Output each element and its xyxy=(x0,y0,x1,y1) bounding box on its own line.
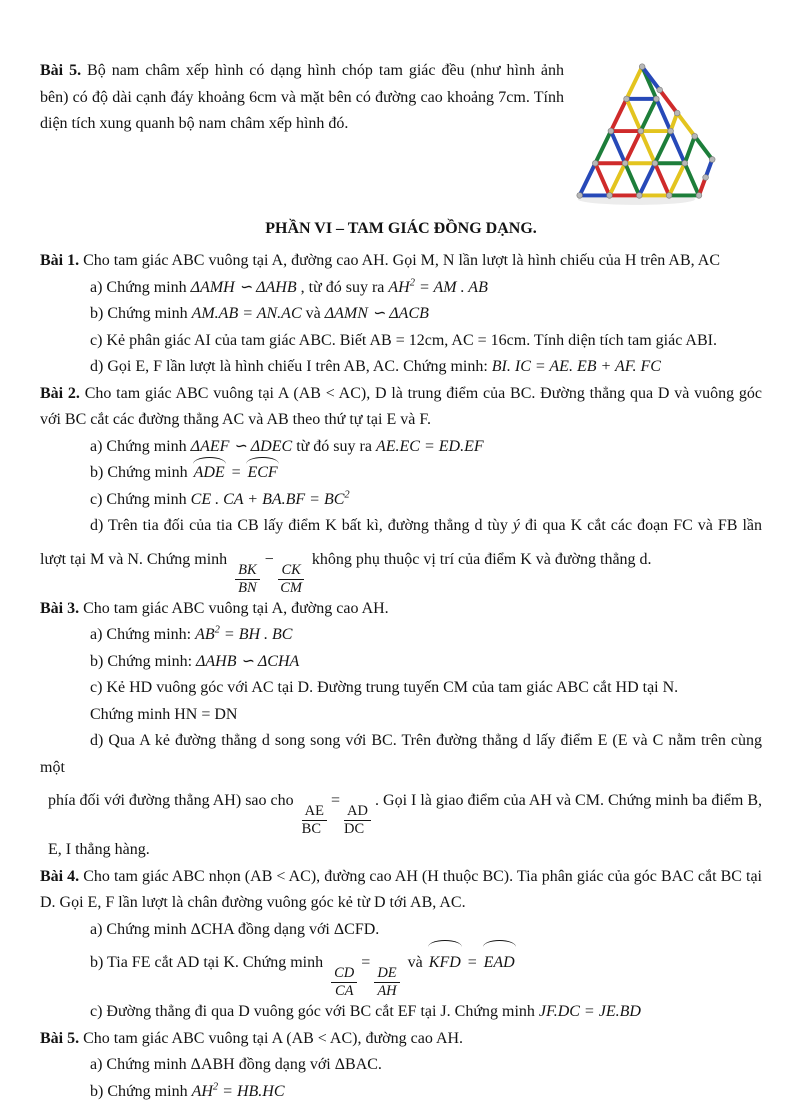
fraction xyxy=(278,563,303,596)
math-inline: ý xyxy=(513,517,520,534)
math-inline: AH xyxy=(192,1083,213,1100)
angle-arc: KFD xyxy=(427,943,463,983)
problem-label: Bài 2. xyxy=(40,385,80,402)
fraction-numerator: AD xyxy=(344,804,371,821)
intro-section xyxy=(40,58,762,214)
math-inline: ΔAEF ∽ ΔDEC xyxy=(191,438,293,455)
fraction xyxy=(302,804,327,837)
bai5-magnet-statement: Bài 5. Bộ nam châm xếp hình có dạng hình chóp tam giác đều (như hình ảnh bên) có độ dài cạnh đáy khoảng 6cm và mặt bên có đường cao khoảng 7cm. Tính diện tích xung quanh bộ nam châm xếp hình đó. xyxy=(40,58,762,138)
problem-label: Bài 1. xyxy=(40,252,79,269)
math-inline: = xyxy=(227,464,246,481)
math-inline: ΔAMH ∽ ΔAHB xyxy=(191,279,297,296)
bai4-b: b) Tia FE cắt AD tại K. Chứng minh $\frac{CD}{CA}$ = $\frac{DE}{AH}$ và KFD = EAD xyxy=(40,943,762,999)
angle-arc: EAD xyxy=(482,943,517,983)
bai4-c: c) Đường thẳng đi qua D vuông góc với BC cắt EF tại J. Chứng minh JF.DC = JE.BD xyxy=(40,999,762,1026)
fraction-numerator: BK xyxy=(235,563,260,580)
bai3-d-line3: E, I thẳng hàng. xyxy=(40,837,762,864)
fraction xyxy=(235,563,260,596)
angle-arc: ADE xyxy=(192,460,227,487)
fraction xyxy=(344,804,371,837)
fraction-numerator: CD xyxy=(331,966,357,983)
magnetic-pyramid-photo xyxy=(574,58,716,208)
math-inline: = HB.HC xyxy=(218,1083,284,1100)
math-inline: = AM . AB xyxy=(415,279,488,296)
fraction xyxy=(374,966,399,999)
fraction-denominator: AH xyxy=(374,983,399,999)
math-inline: AM.AB = AN.AC xyxy=(192,305,302,322)
fraction xyxy=(331,966,357,999)
fraction-denominator: CA xyxy=(331,983,357,999)
bai3-statement: Bài 3. Cho tam giác ABC vuông tại A, đường cao AH. xyxy=(40,596,762,623)
problem-label: Bài 4. xyxy=(40,868,79,885)
text-inline: = xyxy=(331,792,340,809)
bai1-a: a) Chứng minh ΔAMH ∽ ΔAHB , từ đó suy ra $AH^2$ = AM . AB xyxy=(40,275,762,302)
bai3-d-line2: phía đối với đường thẳng AH) sao cho $\frac{AE}{BC}$ = $\frac{AD}{DC}$ . Gọi I là giao điểm của AH và CM. Chứng minh ba điểm B, xyxy=(40,781,762,837)
section-heading: PHẦN VI – TAM GIÁC ĐỒNG DẠNG. xyxy=(40,216,762,242)
problem-label: Bài 5. xyxy=(40,1030,79,1047)
superscript: 2 xyxy=(213,1081,218,1092)
bai2-a: a) Chứng minh ΔAEF ∽ ΔDEC từ đó suy ra AE.EC = ED.EF xyxy=(40,434,762,461)
bai1-statement: Bài 1. Cho tam giác ABC vuông tại A, đường cao AH. Gọi M, N lần lượt là hình chiếu của H trên AB, AC xyxy=(40,248,762,275)
bai3-a: a) Chứng minh: $AB^2$ = BH . BC xyxy=(40,622,762,649)
bai3-c-line2: Chứng minh HN = DN xyxy=(40,702,762,729)
fraction-numerator: CK xyxy=(278,563,303,580)
bai1-c: c) Kẻ phân giác AI của tam giác ABC. Biết AB = 12cm, AC = 16cm. Tính diện tích tam giác ABI. xyxy=(40,328,762,355)
math-inline: AB xyxy=(195,626,215,643)
bai4-a: a) Chứng minh ΔCHA đồng dạng với ΔCFD. xyxy=(40,917,762,944)
math-inline: AE.EC = ED.EF xyxy=(376,438,484,455)
bai5-b: b) Chứng minh $AH^2 = HB.HC$ xyxy=(40,1079,762,1105)
bai3-d-line1: d) Qua A kẻ đường thẳng d song song với BC. Trên đường thẳng d lấy điểm E (E và C nằm trên cùng một xyxy=(40,728,762,781)
bai5-a: a) Chứng minh ΔABH đồng dạng với ΔBAC. xyxy=(40,1052,762,1079)
math-inline: AH xyxy=(388,279,409,296)
problem-label: Bài 5. xyxy=(40,62,81,79)
superscript: 2 xyxy=(410,277,415,288)
superscript: 2 xyxy=(215,625,220,636)
math-inline: BI. IC = AE. EB + AF. FC xyxy=(492,358,661,375)
bai3-c: c) Kẻ HD vuông góc với AC tại D. Đường trung tuyến CM của tam giác ABC cắt HD tại N. xyxy=(40,675,762,702)
bai1-b: b) Chứng minh AM.AB = AN.AC và ΔAMN ∽ ΔACB xyxy=(40,301,762,328)
fraction-denominator: DC xyxy=(344,821,371,837)
bai2-d-line1: d) Trên tia đối của tia CB lấy điểm K bất kì, đường thẳng d tùy ý đi qua K cắt các đoạn FC và FB lần xyxy=(40,513,762,540)
superscript: 2 xyxy=(344,489,349,500)
math-inline: = xyxy=(463,954,482,971)
bai1-d: d) Gọi E, F lần lượt là hình chiếu I trên AB, AC. Chứng minh: BI. IC = AE. EB + AF. FC xyxy=(40,354,762,381)
math-inline: JF.DC = JE.BD xyxy=(539,1003,641,1020)
problems-section xyxy=(40,248,762,1105)
pyramid-rods xyxy=(580,67,713,196)
fraction-numerator: DE xyxy=(374,966,399,983)
magnetic-pyramid-illustration xyxy=(574,58,716,208)
bai2-c: c) Chứng minh CE . CA + $BA.BF = BC^2$ xyxy=(40,487,762,514)
text-inline: = xyxy=(361,954,370,971)
fraction-numerator: AE xyxy=(302,804,327,821)
fraction-denominator: BN xyxy=(235,580,260,596)
math-inline: ΔAHB ∽ ΔCHA xyxy=(196,653,299,670)
angle-arc: ECF xyxy=(245,460,279,487)
math-inline: = BH . BC xyxy=(220,626,293,643)
problem-label: Bài 3. xyxy=(40,600,79,617)
math-inline: CE . CA + BA.BF = BC xyxy=(191,491,345,508)
bai2-statement: Bài 2. Cho tam giác ABC vuông tại A (AB < AC), D là trung điểm của BC. Đường thẳng qua D và vuông góc với BC cắt các đường thẳng AC và AB theo thứ tự tại E và F. xyxy=(40,381,762,434)
bai2-b: b) Chứng minh ADE = ECF xyxy=(40,460,762,487)
fraction-denominator: BC xyxy=(302,821,327,837)
bai5-statement: Bài 5. Cho tam giác ABC vuông tại A (AB < AC), đường cao AH. xyxy=(40,1026,762,1053)
math-inline: ΔAMN ∽ ΔACB xyxy=(325,305,429,322)
bai4-statement: Bài 4. Cho tam giác ABC nhọn (AB < AC), đường cao AH (H thuộc BC). Tia phân giác của góc BAC cắt BC tại D. Gọi E, F lần lượt là chân đường vuông góc kẻ từ D tới AB, AC. xyxy=(40,864,762,917)
bai2-d-line2: lượt tại M và N. Chứng minh $\frac{BK}{BN}$ − $\frac{CK}{CM}$ không phụ thuộc vị trí của điểm K và đường thẳng d. xyxy=(40,540,762,596)
bai3-b: b) Chứng minh: ΔAHB ∽ ΔCHA xyxy=(40,649,762,676)
fraction-denominator: CM xyxy=(278,580,303,596)
math-inline: − xyxy=(264,551,275,568)
